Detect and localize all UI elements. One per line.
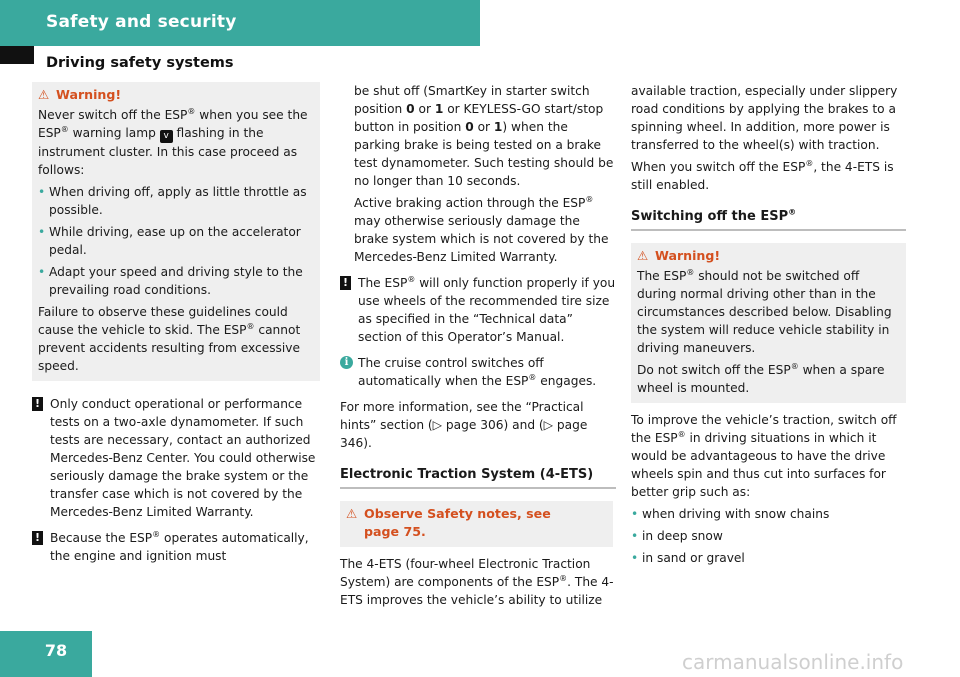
exclamation-note-icon: ! [340,276,351,290]
exclamation-note-icon: ! [32,531,43,545]
note-dynamometer: ! Only conduct operational or performance tests on a two-axle dynamometer. If such tests are necessary, contact an authorized Mercedes-Benz Center. You could otherwise seriously damage the brake system or the transfer case which is not covered by the Mercedes-Benz Limited Warranty. [32,395,320,521]
list-item: • in sand or gravel [631,549,906,567]
warning-box-switch-off [631,243,906,403]
paragraph-4ets: The 4-ETS (four-wheel Electronic Traction System) are components of the ESP®. The 4-ETS improves the vehicle’s ability to utilize [340,557,614,607]
paragraph-improve-traction: To improve the vehicle’s traction, switch off the ESP® in driving situations in which it would be advantageous to have the drive wheels spin and thus cut into surfaces for better grip such as: [631,413,897,499]
heading-switch-off-esp: Switching off the ESP® [631,208,906,231]
warning-box-esp-lamp [32,82,320,381]
exclamation-note-icon: ! [32,397,43,411]
warning-triangle-icon: ⚠ [346,506,358,521]
heading-4ets: Electronic Traction System (4-ETS) [340,466,616,489]
list-item: • When driving off, apply as little throttle as possible. [38,183,314,219]
list-item: • when driving with snow chains [631,505,906,523]
note-esp-automatic: ! Because the ESP® operates automatically, the engine and ignition must [32,529,320,565]
warning-paragraph: Failure to observe these guidelines could cause the vehicle to skid. The ESP® cannot prevent accidents resulting from excessive speed. [38,305,301,373]
esp-warning-lamp-icon: v [160,130,173,143]
paragraph-traction: available traction, especially under slippery road conditions by applying the brakes to a spinning wheel. In addition, more power is transferred to the wheel(s) with traction. [631,84,898,152]
warning-paragraph: Never switch off the ESP® when you see the ESP® warning lamp v flashing in the instrument cluster. In this case proceed as follows: [38,106,308,177]
warning-paragraph: The ESP® should not be switched off during normal driving other than in the circumstances described below. Disabling the system will reduce vehicle stability in driving maneuvers. [637,267,892,355]
page-number: 78 [44,641,68,660]
watermark: carmanualsonline.info [682,650,904,674]
list-item: • in deep snow [631,527,906,545]
paragraph-active-braking: Active braking action through the ESP® may otherwise seriously damage the brake system which is not covered by the Mercedes-Benz Limited Warranty. [354,194,609,264]
info-cruise-control: i The cruise control switches off automatically when the ESP® engages. [340,354,616,390]
note-tire-size: ! The ESP® will only function properly if you use wheels of the recommended tire size as specified in the “Technical data” section of this Operator’s Manual. [340,274,616,346]
paragraph-more-info: For more information, see the “Practical hints” section (▷ page 306) and (▷ page 346). [340,400,588,450]
paragraph-shut-off: be shut off (SmartKey in starter switch position 0 or 1 or KEYLESS-GO start/stop button in position 0 or 1) when the parking brake is being tested on a brake test dynamometer. Such testing should be no longer than 10 seconds. [354,84,614,188]
warning-triangle-icon: ⚠ [637,248,649,263]
chapter-title: Safety and security [46,12,237,32]
warning-heading: ⚠ Warning! [637,248,721,263]
warning-paragraph: Do not switch off the ESP® when a spare wheel is mounted. [637,361,885,395]
paragraph-4ets-enabled: When you switch off the ESP®, the 4-ETS is still enabled. [631,158,894,192]
column-3 [631,82,906,571]
column-2 [340,82,616,613]
list-item: • While driving, ease up on the accelerator pedal. [38,223,314,259]
section-title: Driving safety systems [46,55,234,71]
column-1 [32,82,320,573]
observe-safety-box: ⚠ Observe Safety notes, see page 75. [340,501,613,547]
warning-triangle-icon: ⚠ [38,87,50,102]
warning-heading: ⚠ Warning! [38,87,122,102]
info-icon: i [340,356,353,369]
corner-mark [0,46,34,64]
list-item: • Adapt your speed and driving style to the prevailing road conditions. [38,263,314,299]
